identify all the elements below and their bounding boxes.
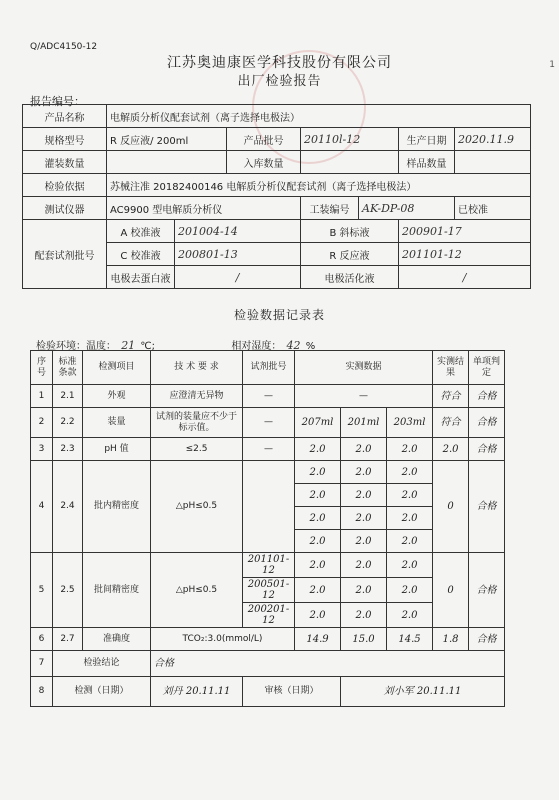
storage-qty-value <box>301 151 399 174</box>
r3-item: pH 值 <box>83 438 151 461</box>
r5-data-2-3: 2.0 <box>387 578 433 603</box>
r4-data-4-3: 2.0 <box>387 530 433 553</box>
r6-data-2: 15.0 <box>341 628 387 651</box>
r7-label: 检验结论 <box>53 651 151 677</box>
header-item: 检测项目 <box>83 351 151 385</box>
r5-data-2-2: 2.0 <box>341 578 387 603</box>
report-title: 出厂检验报告 <box>237 74 322 89</box>
r8-seq: 8 <box>31 677 53 707</box>
header-req: 技 术 要 求 <box>151 351 243 385</box>
r8-review-label: 审核（日期） <box>243 677 341 707</box>
fill-qty-label: 灌装数量 <box>23 151 107 174</box>
record-title: 检验数据记录表 <box>233 308 325 322</box>
humidity-value: 42 <box>286 339 301 352</box>
r6-result: 1.8 <box>433 628 469 651</box>
temperature-unit: ℃; <box>140 341 155 352</box>
r1-item: 外观 <box>83 385 151 408</box>
activation-label: 电极活化液 <box>301 266 399 289</box>
r5-item: 批间精密度 <box>83 553 151 628</box>
r5-batch-2: 200501-12 <box>243 578 295 603</box>
humidity-unit: % <box>305 341 316 352</box>
r5-batch-3: 200201-12 <box>243 603 295 628</box>
instrument-value: AC9900 型电解质分析仪 <box>107 197 301 220</box>
header-judge: 单项判定 <box>469 351 505 385</box>
r2-data-3: 203ml <box>387 408 433 438</box>
batch-label: 产品批号 <box>227 128 301 151</box>
r2-data-2: 201ml <box>341 408 387 438</box>
r4-data-3-3: 2.0 <box>387 507 433 530</box>
r4-judge: 合格 <box>469 461 505 553</box>
r6-item: 准确度 <box>83 628 151 651</box>
r4-std: 2.4 <box>53 461 83 553</box>
r4-data-1-2: 2.0 <box>341 461 387 484</box>
r5-data-1-1: 2.0 <box>295 553 341 578</box>
a-cal-value: 201004-14 <box>175 220 301 243</box>
r5-req: △pH≤0.5 <box>151 553 243 628</box>
r6-seq: 6 <box>31 628 53 651</box>
c-cal-value: 200801-13 <box>175 243 301 266</box>
instrument-label: 测试仪器 <box>23 197 107 220</box>
a-cal-label: A 校准液 <box>107 220 175 243</box>
r7-conclusion: 合格 <box>151 651 505 677</box>
company-name: 江苏奥迪康医学科技股份有限公司 <box>167 55 392 71</box>
r3-data-3: 2.0 <box>387 438 433 461</box>
r2-req: 试剂的装量应不少于标示值。 <box>151 408 243 438</box>
r1-trial: — <box>243 385 295 408</box>
edge-mark: 1 <box>549 60 555 70</box>
r6-judge: 合格 <box>469 628 505 651</box>
doc-code: Q/ADC4150-12 <box>30 42 98 52</box>
sample-qty-value <box>455 151 531 174</box>
temperature-value: 21 <box>121 339 136 352</box>
r4-req: △pH≤0.5 <box>151 461 243 553</box>
r1-result: 符合 <box>433 385 469 408</box>
r8-reviewer <box>341 677 505 707</box>
b-slope-label: B 斜标液 <box>301 220 399 243</box>
r3-trial: — <box>243 438 295 461</box>
basis-value: 苏械注准 20182400146 电解质分析仪配套试剂（离子选择电极法） <box>107 174 531 197</box>
header-data: 实测数据 <box>295 351 433 385</box>
activation-value: / <box>399 266 531 289</box>
r6-req: TCO₂:3.0(mmol/L) <box>151 628 295 651</box>
env-label: 检验环境：温度： <box>36 341 116 352</box>
header-trial: 试剂批号 <box>243 351 295 385</box>
r1-data: — <box>295 385 433 408</box>
r1-seq: 1 <box>31 385 53 408</box>
r4-data-4-2: 2.0 <box>341 530 387 553</box>
r3-data-2: 2.0 <box>341 438 387 461</box>
inspect-date: 20.11.11 <box>185 686 231 697</box>
r5-judge: 合格 <box>469 553 505 628</box>
r2-item: 装量 <box>83 408 151 438</box>
r8-inspector <box>151 677 243 707</box>
spec-label: 规格型号 <box>23 128 107 151</box>
r-react-label: R 反应液 <box>301 243 399 266</box>
r6-data-1: 14.9 <box>295 628 341 651</box>
r2-judge: 合格 <box>469 408 505 438</box>
r5-data-3-1: 2.0 <box>295 603 341 628</box>
prod-date-label: 生产日期 <box>399 128 455 151</box>
r1-std: 2.1 <box>53 385 83 408</box>
calibrated-note: 已校准 <box>455 197 531 220</box>
r8-inspect-label: 检测（日期） <box>53 677 151 707</box>
r4-data-1-1: 2.0 <box>295 461 341 484</box>
r4-item: 批内精密度 <box>83 461 151 553</box>
r7-seq: 7 <box>31 651 53 677</box>
r6-std: 2.7 <box>53 628 83 651</box>
r2-data-1: 207ml <box>295 408 341 438</box>
review-date: 20.11.11 <box>416 686 462 697</box>
spec-value: R 反应液/ 200ml <box>107 128 227 151</box>
r3-seq: 3 <box>31 438 53 461</box>
r3-judge: 合格 <box>469 438 505 461</box>
r5-std: 2.5 <box>53 553 83 628</box>
equip-no-value: AK-DP-08 <box>359 197 455 220</box>
report-number-label: 报告编号： <box>30 95 85 108</box>
r4-data-2-3: 2.0 <box>387 484 433 507</box>
r2-trial: — <box>243 408 295 438</box>
r4-data-2-1: 2.0 <box>295 484 341 507</box>
r3-data-1: 2.0 <box>295 438 341 461</box>
product-name: 电解质分析仪配套试剂（离子选择电极法） <box>107 105 531 128</box>
r4-result: 0 <box>433 461 469 553</box>
inspector-signature: 刘丹 <box>162 686 183 697</box>
reviewer-signature: 刘小军 <box>383 686 414 697</box>
r5-data-3-3: 2.0 <box>387 603 433 628</box>
deprotein-label: 电极去蛋白液 <box>107 266 175 289</box>
r5-result: 0 <box>433 553 469 628</box>
r3-std: 2.3 <box>53 438 83 461</box>
r4-data-4-1: 2.0 <box>295 530 341 553</box>
record-table <box>30 350 505 707</box>
r-react-value: 201101-12 <box>399 243 531 266</box>
r2-result: 符合 <box>433 408 469 438</box>
r2-std: 2.2 <box>53 408 83 438</box>
r5-data-1-3: 2.0 <box>387 553 433 578</box>
r4-seq: 4 <box>31 461 53 553</box>
r5-data-2-1: 2.0 <box>295 578 341 603</box>
product-name-label: 产品名称 <box>23 105 107 128</box>
r3-result: 2.0 <box>433 438 469 461</box>
r3-req: ≤2.5 <box>151 438 243 461</box>
storage-qty-label: 入库数量 <box>227 151 301 174</box>
r4-data-2-2: 2.0 <box>341 484 387 507</box>
r6-data-3: 14.5 <box>387 628 433 651</box>
kit-batch-label: 配套试剂批号 <box>23 220 107 289</box>
r5-data-1-2: 2.0 <box>341 553 387 578</box>
r4-trial <box>243 461 295 553</box>
header-result: 实测结果 <box>433 351 469 385</box>
r4-data-3-1: 2.0 <box>295 507 341 530</box>
batch-value: 20110l-12 <box>301 128 399 151</box>
sample-qty-label: 样品数量 <box>399 151 455 174</box>
c-cal-label: C 校准液 <box>107 243 175 266</box>
header-std: 标准条款 <box>53 351 83 385</box>
r2-seq: 2 <box>31 408 53 438</box>
deprotein-value: / <box>175 266 301 289</box>
basis-label: 检验依据 <box>23 174 107 197</box>
r1-req: 应澄清无异物 <box>151 385 243 408</box>
b-slope-value: 200901-17 <box>399 220 531 243</box>
r5-seq: 5 <box>31 553 53 628</box>
header-seq: 序号 <box>31 351 53 385</box>
r4-data-3-2: 2.0 <box>341 507 387 530</box>
r5-batch-1: 201101-12 <box>243 553 295 578</box>
product-info-table <box>22 104 531 289</box>
r5-data-3-2: 2.0 <box>341 603 387 628</box>
humidity-label: 相对湿度： <box>231 341 282 352</box>
prod-date-value: 2020.11.9 <box>455 128 531 151</box>
fill-qty-value <box>107 151 227 174</box>
r4-data-1-3: 2.0 <box>387 461 433 484</box>
equip-no-label: 工装编号 <box>301 197 359 220</box>
r1-judge: 合格 <box>469 385 505 408</box>
